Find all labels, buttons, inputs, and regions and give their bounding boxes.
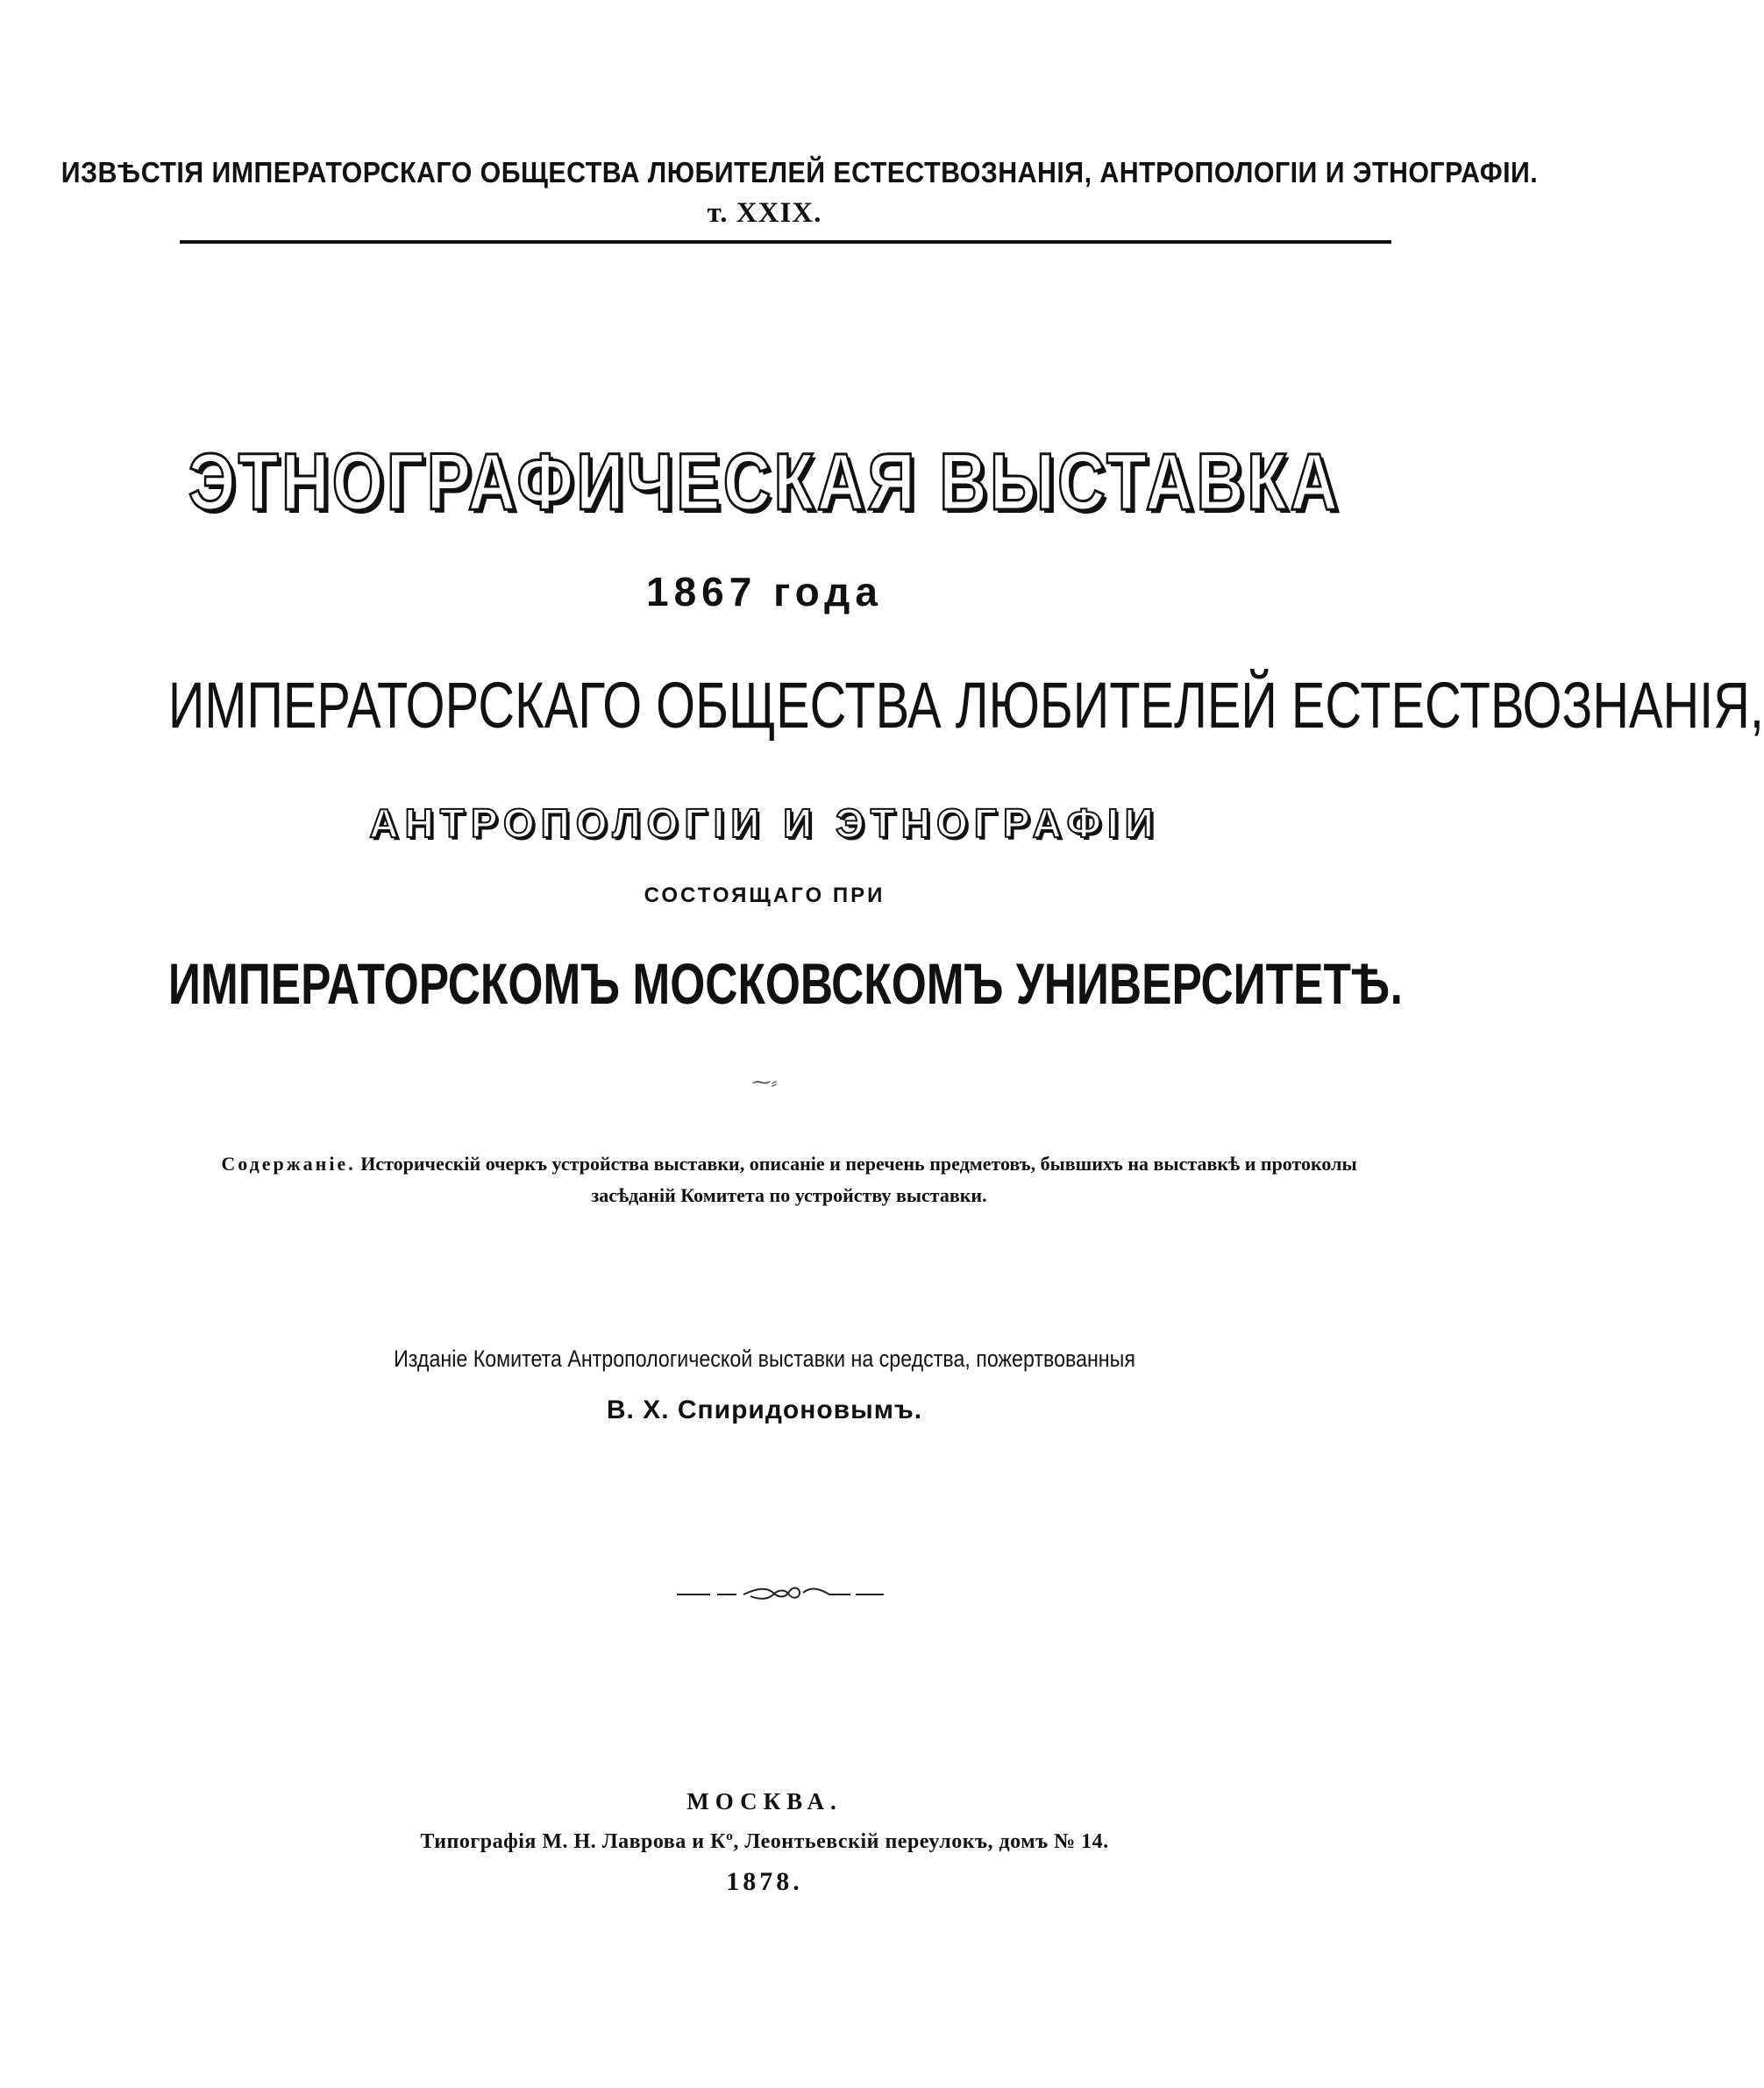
header-rule	[180, 240, 1391, 244]
main-title: ЭТНОГРАФИЧЕСКАЯ ВЫСТАВКА	[188, 437, 1341, 527]
publisher-line: Изданіе Комитета Антропологической выставки на средства, пожертвованныя	[394, 1346, 1135, 1372]
society-name: ИМПЕРАТОРСКАГО ОБЩЕСТВА ЛЮБИТЕЛЕЙ ЕСТЕСТВОЗНАНІЯ,	[167, 669, 1764, 742]
contents-paragraph	[193, 1148, 1385, 1211]
printing-house: Типографія М. Н. Лаврова и Кº, Леонтьевскій переулокъ, домъ № 14.	[420, 1830, 1109, 1853]
anthropology-line: АНТРОПОЛОГІИ И ЭТНОГРАФІИ	[369, 800, 1160, 846]
imprint-year: 1878.	[726, 1867, 803, 1896]
year-line: 1867 года	[646, 569, 883, 614]
contents-text: Историческій очеркъ устройства выставки, описаніе и перечень предметовъ, бывшихъ на выставкѣ и протоколы засѣданій Комитета по устройству выставки.	[360, 1153, 1357, 1206]
flourish-ornament	[675, 1580, 886, 1607]
city: МОСКВА.	[686, 1788, 843, 1815]
university-line: ИМПЕРАТОРСКОМЪ МОСКОВСКОМЪ УНИВЕРСИТЕТѢ.	[167, 951, 1403, 1016]
contents-label: Содержаніе.	[221, 1153, 356, 1175]
volume-number: т. XXIX.	[707, 197, 822, 229]
series-title: ИЗВѢСТІЯ ИМПЕРАТОРСКАГО ОБЩЕСТВА ЛЮБИТЕЛЕЙ ЕСТЕСТВОЗНАНІЯ, АНТРОПОЛОГІИ И ЭТНОГРАФІИ.	[60, 156, 1539, 188]
small-ornament: ⁓⸗	[751, 1071, 778, 1093]
attached-line: СОСТОЯЩАГО ПРИ	[644, 884, 886, 907]
donor-name: В. Х. Спиридоновымъ.	[606, 1396, 923, 1424]
